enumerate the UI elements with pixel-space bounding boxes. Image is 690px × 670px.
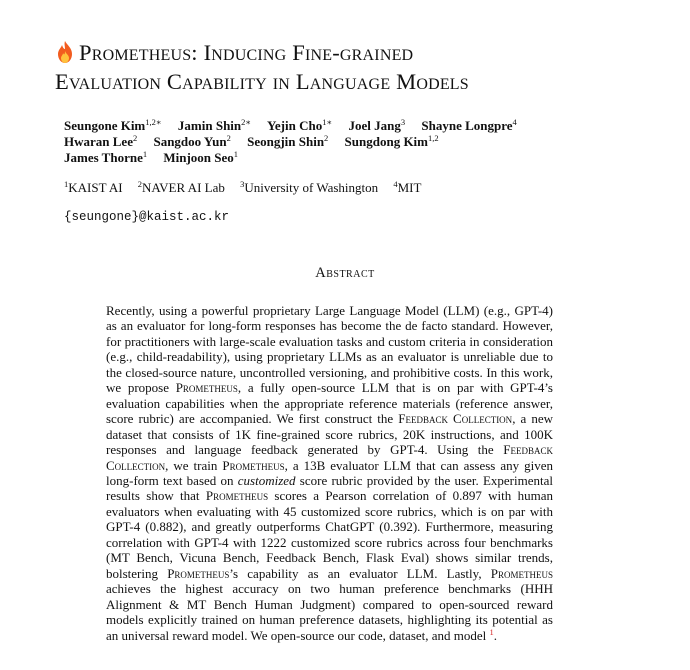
model-name: Prometheus: [205, 488, 269, 504]
author: [64, 150, 147, 165]
author-name: Sungdong Kim: [344, 134, 428, 149]
author: [345, 134, 439, 149]
dataset-name: Feedback Collection: [106, 442, 553, 473]
author-affil-mark: 1: [233, 149, 239, 159]
author: [247, 134, 328, 149]
model-name: Prometheus: [490, 565, 553, 581]
author-row: [64, 150, 584, 166]
affiliation-list: [64, 180, 433, 196]
emphasis: customized: [237, 472, 296, 488]
affiliation: [393, 180, 421, 195]
author-affil-mark: 3: [400, 117, 406, 127]
author-row: [64, 134, 584, 150]
author-name: Hwaran Lee: [64, 134, 133, 149]
author: [153, 134, 230, 149]
author-name: Minjoon Seo: [163, 150, 234, 165]
affiliation-name: University of Washington: [244, 180, 379, 195]
affiliation-name: MIT: [397, 180, 422, 195]
author-name: Shayne Longpre: [421, 118, 513, 133]
author: [163, 150, 238, 165]
affiliation-name: KAIST AI: [68, 180, 123, 195]
author-name: Jamin Shin: [177, 118, 242, 133]
abstract-text: scores a Pearson correlation of 0.897 with human evaluators when evaluating with 45 customized score rubrics, which is on par with GPT-4 (0.882), and greatly outperforms ChatGPT (0.392). Furthermore, measuring correlation with GPT-4 with 1222 customized score rubrics across four benchmarks (MT Bench, Vicuna Bench, Feedback Bench, Flask Eval) shows similar trends, bolstering: [106, 488, 553, 581]
author-affil-mark: 2: [226, 133, 231, 143]
author-name: Seongjin Shin: [247, 134, 325, 149]
abstract-text: score rubric provided by the user. Experimental results show that: [106, 472, 553, 504]
author-affil-mark: 1∗: [322, 117, 333, 127]
abstract-text: ’s capability as an evaluator LLM. Lastly,: [229, 565, 491, 581]
affiliation: [138, 180, 225, 195]
abstract-text: , a fully open-source LLM that is on par with GPT-4’s evaluation capabilities when the appropriate reference materials (reference answer, score rubric) are accompanied. We first construct the: [106, 380, 553, 427]
author: [64, 118, 162, 133]
footnote-link[interactable]: 1: [489, 626, 494, 637]
contact-email: {seungone}@kaist.ac.kr: [64, 210, 230, 224]
model-name: Prometheus: [175, 380, 238, 396]
affiliation-mark: 4: [393, 179, 398, 189]
abstract-text: , we train: [165, 457, 223, 473]
model-name: Prometheus: [167, 565, 230, 581]
author-affil-mark: 4: [512, 117, 517, 127]
affiliation-mark: 3: [240, 179, 245, 189]
author-affil-mark: 2: [324, 133, 329, 143]
author: [349, 118, 406, 133]
model-name: Prometheus: [222, 457, 285, 473]
abstract-text: .: [493, 627, 498, 643]
author-name: Sangdoo Yun: [153, 134, 227, 149]
author-name: Yejin Cho: [266, 118, 323, 133]
abstract-heading: Abstract: [315, 265, 375, 281]
author-affil-mark: 1,2∗: [145, 117, 162, 127]
author: [421, 118, 516, 133]
author-row: [64, 118, 584, 134]
author-affil-mark: 2: [132, 133, 138, 143]
author: [267, 118, 332, 133]
paper-title: [55, 38, 675, 96]
dataset-name: Feedback Collection: [398, 411, 513, 427]
affiliation-mark: 1: [64, 179, 69, 189]
author-name: Joel Jang: [348, 118, 401, 133]
author-affil-mark: 1,2: [428, 133, 439, 143]
affiliation: [64, 180, 123, 195]
abstract-text: , a 13B evaluator LLM that can assess any given long-form text based on: [106, 457, 553, 488]
author: [178, 118, 251, 133]
fire-icon: [55, 40, 75, 64]
author-name: James Thorne: [64, 150, 143, 165]
affiliation-mark: 2: [137, 179, 143, 189]
title-line-1: Prometheus: Inducing Fine-grained: [79, 40, 414, 65]
affiliation: [240, 180, 378, 195]
author-affil-mark: 2∗: [241, 117, 252, 127]
author-list: [64, 118, 584, 166]
title-line-2: Evaluation Capability in Language Models: [55, 69, 469, 94]
abstract-body: [106, 303, 553, 643]
abstract-text: achieves the highest accuracy on two human preference benchmarks (HHH Alignment & MT Bench Human Judgment) compared to open-sourced reward models explicitly trained on human preference datasets, highlighting its potential as an universal reward model. We open-source our code, dataset, and model: [106, 581, 553, 643]
author-affil-mark: 1: [142, 149, 148, 159]
abstract-text: Recently, using a powerful proprietary Large Language Model (LLM) (e.g., GPT-4) as an evaluator for long-form responses has become the de facto standard. However, for practitioners with large-scale evaluation tasks and custom criteria in consideration (e.g., child-readability), using proprietary LLMs as an evaluator is unreliable due to the closed-source nature, uncontrolled versioning, and prohibitive costs. In this work, we propose: [106, 303, 553, 396]
affiliation-name: NAVER AI Lab: [142, 180, 225, 195]
author: [64, 134, 137, 149]
abstract-text: , a new dataset that consists of 1K fine-grained score rubrics, 20K instructions, and 100K responses and language feedback generated by GPT-4. Using the: [106, 411, 553, 458]
author-name: Seungone Kim: [64, 118, 146, 133]
